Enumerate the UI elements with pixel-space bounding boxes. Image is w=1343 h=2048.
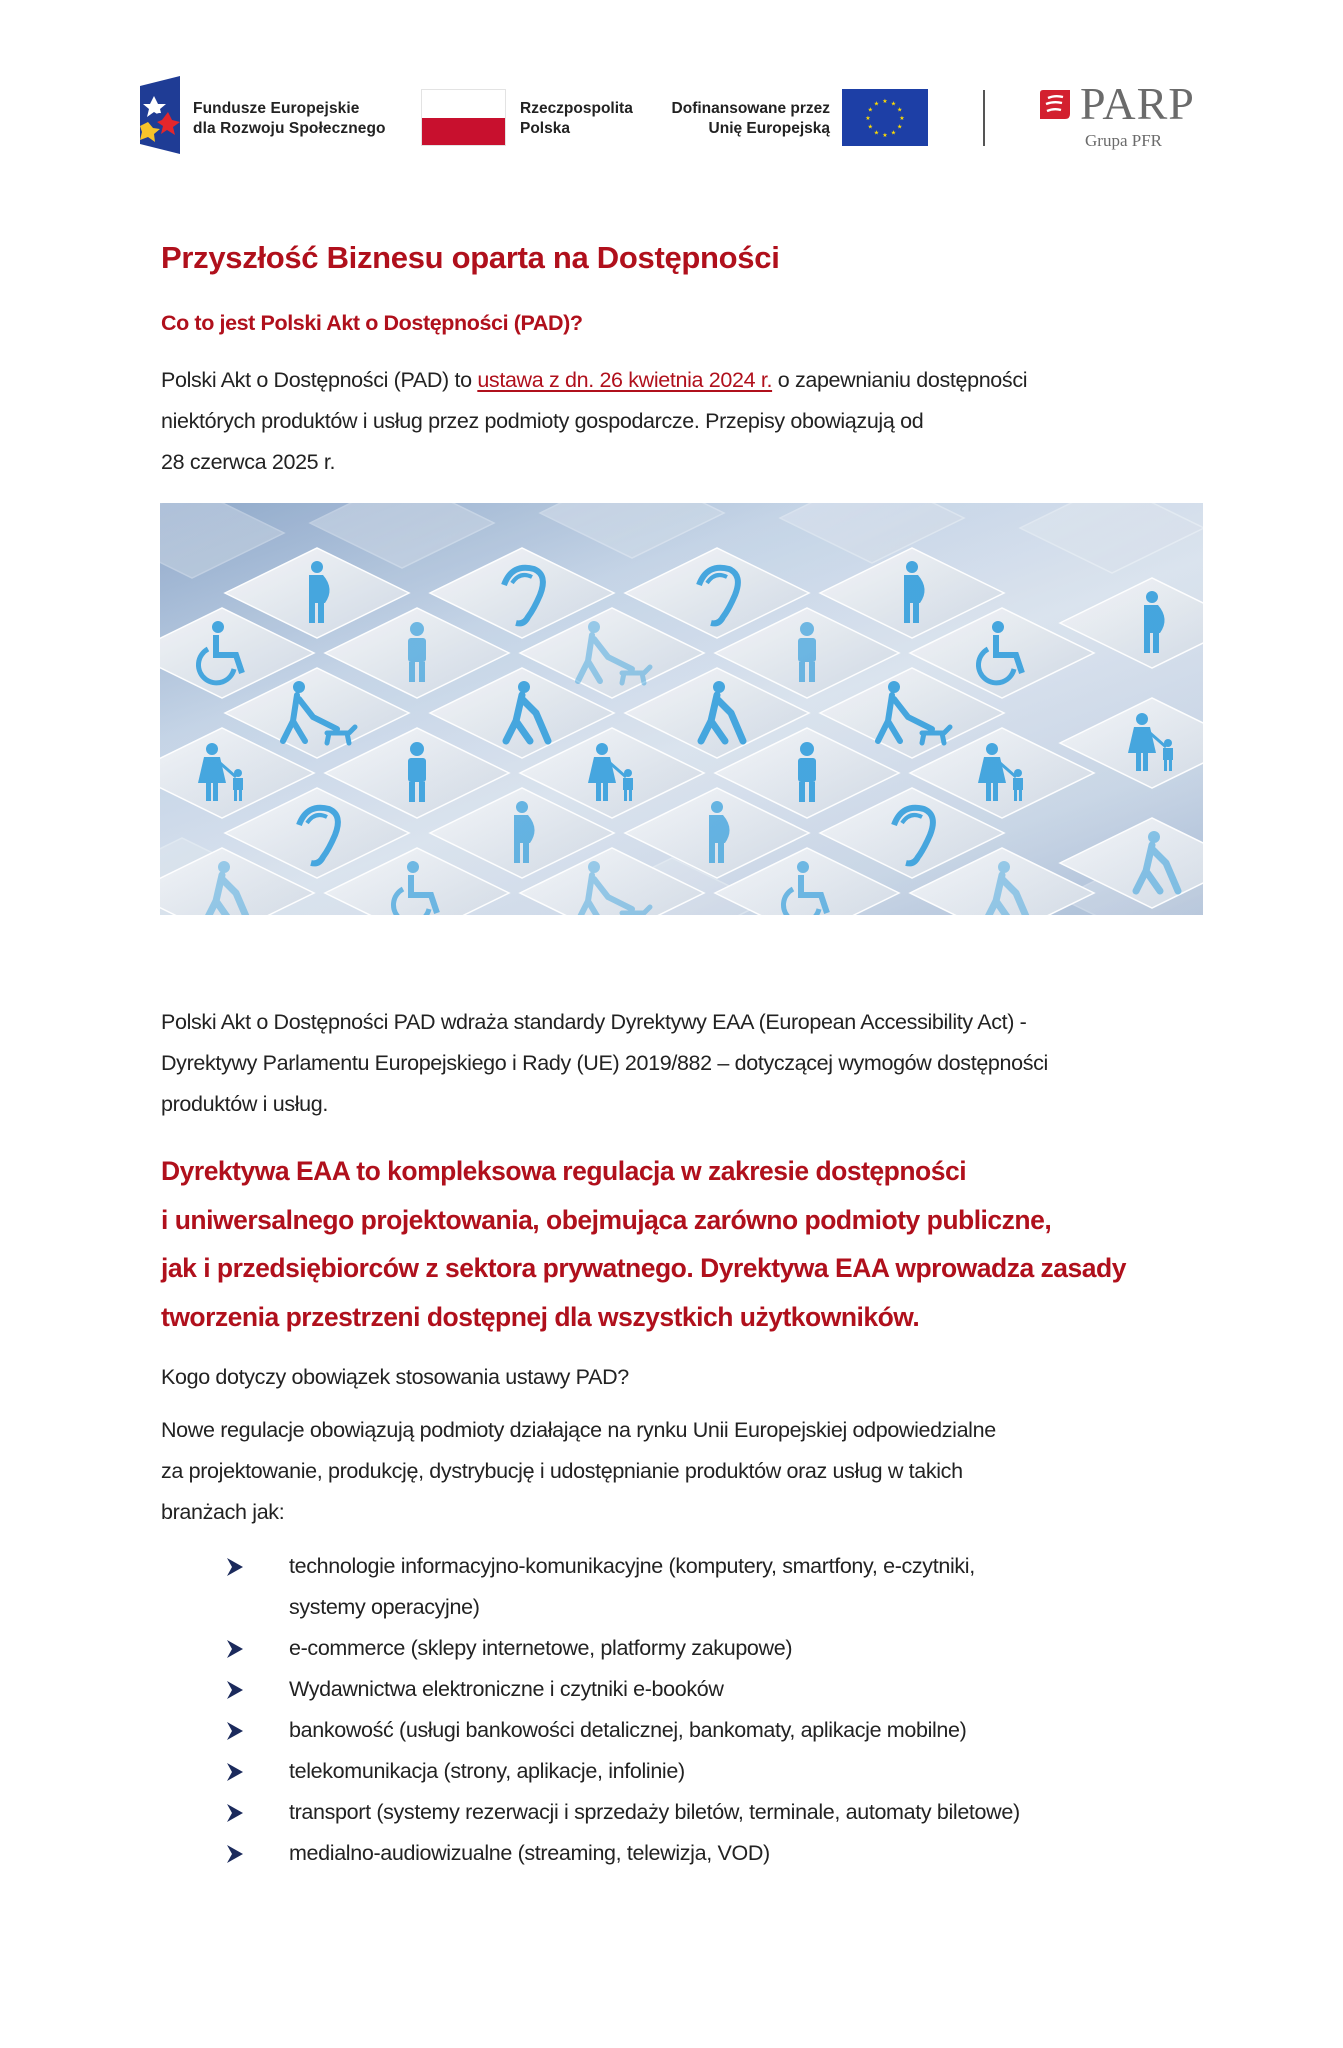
- callout-line-1: Dyrektywa EAA to kompleksowa regulacja w zakresie dostępności: [161, 1156, 967, 1186]
- eu-logo-line2: Unię Europejską: [708, 120, 830, 137]
- arrowhead-bullet-icon: [227, 1845, 243, 1863]
- svg-text:★: ★: [882, 132, 888, 139]
- scope-line-1: Nowe regulacje obowiązują podmioty działające na rynku Unii Europejskiej odpowiedzialne: [161, 1418, 996, 1442]
- intro-line-2: niektórych produktów i usług przez podmioty gospodarcze. Przepisy obowiązują od: [161, 409, 924, 433]
- arrowhead-bullet-icon: [227, 1763, 243, 1781]
- intro-paragraph: [161, 360, 1027, 483]
- list-item: [0, 1546, 1343, 1628]
- list-item: [0, 1669, 1343, 1710]
- logo-divider: [983, 90, 985, 146]
- eaa-callout: [161, 1147, 1126, 1341]
- eu-flag-icon: [842, 89, 928, 146]
- list-item: [0, 1833, 1343, 1874]
- list-item: [0, 1710, 1343, 1751]
- intro-line-1: [161, 360, 1027, 401]
- eu-logo-line1: Dofinansowane przez: [671, 100, 830, 117]
- pl-logo-text: [520, 99, 633, 139]
- svg-text:★: ★: [882, 98, 888, 105]
- scope-line-2: za projektowanie, produkcję, dystrybucję i udostępnianie produktów oraz usług w takich: [161, 1459, 963, 1483]
- sector-text-cont: systemy operacyjne): [289, 1595, 480, 1619]
- accessibility-pictograms-icon: [160, 503, 1203, 915]
- fe-logo-text: [193, 99, 386, 139]
- intro-line-3: 28 czerwca 2025 r.: [161, 450, 336, 474]
- eaa-line-1: Polski Akt o Dostępności PAD wdraża standardy Dyrektywy EAA (European Accessibility Act) -: [161, 1010, 1027, 1034]
- page-title: Przyszłość Biznesu oparta na Dostępności: [161, 240, 780, 275]
- arrowhead-bullet-icon: [227, 1722, 243, 1740]
- parp-subtitle: Grupa PFR: [1085, 131, 1162, 150]
- sector-text: e-commerce (sklepy internetowe, platformy zakupowe): [289, 1636, 793, 1660]
- scope-paragraph: [161, 1410, 996, 1533]
- sector-text: transport (systemy rezerwacji i sprzedaży biletów, terminale, automaty biletowe): [289, 1800, 1020, 1824]
- list-item: [0, 1751, 1343, 1792]
- eaa-line-2: Dyrektywy Parlamentu Europejskiego i Rady (UE) 2019/882 – dotyczącej wymogów dostępności: [161, 1051, 1048, 1075]
- arrowhead-bullet-icon: [227, 1558, 243, 1576]
- svg-text:★: ★: [873, 129, 880, 137]
- sector-list: [0, 1546, 1343, 1874]
- svg-text:★: ★: [865, 115, 871, 122]
- logo-bar: [0, 0, 1343, 170]
- scope-question: Kogo dotyczy obowiązek stosowania ustawy PAD?: [161, 1365, 629, 1389]
- eu-logo-text: [655, 99, 830, 139]
- parp-logo-icon: [1040, 90, 1070, 119]
- callout-line-3: jak i przedsiębiorców z sektora prywatnego. Dyrektywa EAA wprowadza zasady: [161, 1253, 1126, 1283]
- arrowhead-bullet-icon: [227, 1681, 243, 1699]
- list-item: [0, 1628, 1343, 1669]
- accessibility-illustration: [160, 503, 1203, 915]
- callout-line-2: i uniwersalnego projektowania, obejmująca zarówno podmioty publiczne,: [161, 1204, 1052, 1235]
- scope-line-3: branżach jak:: [161, 1500, 285, 1524]
- fe-logo-line1: Fundusze Europejskie: [193, 100, 360, 117]
- svg-text:★: ★: [897, 106, 903, 114]
- svg-text:★: ★: [890, 100, 897, 108]
- section-heading-pad: Co to jest Polski Akt o Dostępności (PAD)?: [161, 311, 583, 335]
- arrowhead-bullet-icon: [227, 1804, 243, 1822]
- svg-text:★: ★: [867, 106, 873, 114]
- eaa-paragraph: [161, 1002, 1048, 1125]
- pl-logo-line2: Polska: [520, 120, 570, 137]
- intro-text-end: o zapewnianiu dostępności: [772, 368, 1028, 392]
- eaa-line-3: produktów i usług.: [161, 1092, 328, 1116]
- sector-text: Wydawnictwa elektroniczne i czytniki e-booków: [289, 1677, 724, 1701]
- parp-wordmark: PARP: [1080, 78, 1195, 129]
- list-item: [0, 1792, 1343, 1833]
- svg-text:★: ★: [897, 123, 903, 131]
- pl-logo-line1: Rzeczpospolita: [520, 100, 633, 117]
- intro-text-start: Polski Akt o Dostępności (PAD) to: [161, 368, 478, 392]
- svg-text:★: ★: [890, 129, 897, 137]
- svg-text:★: ★: [867, 123, 873, 131]
- fundusze-europejskie-logo-icon: [140, 76, 180, 154]
- svg-text:★: ★: [899, 115, 905, 122]
- arrowhead-bullet-icon: [227, 1640, 243, 1658]
- sector-text: medialno-audiowizualne (streaming, telewizja, VOD): [289, 1841, 770, 1865]
- callout-line-4: tworzenia przestrzeni dostępnej dla wszystkich użytkowników.: [161, 1301, 920, 1332]
- law-link[interactable]: ustawa z dn. 26 kwietnia 2024 r.: [477, 368, 773, 392]
- polish-flag-icon: [421, 89, 506, 146]
- fe-logo-line2: dla Rozwoju Społecznego: [193, 120, 386, 137]
- sector-text: bankowość (usługi bankowości detalicznej, bankomaty, aplikacje mobilne): [289, 1718, 967, 1742]
- sector-text: telekomunikacja (strony, aplikacje, infolinie): [289, 1759, 685, 1783]
- svg-text:★: ★: [873, 100, 880, 108]
- sector-text: technologie informacyjno-komunikacyjne (komputery, smartfony, e-czytniki,: [289, 1554, 975, 1578]
